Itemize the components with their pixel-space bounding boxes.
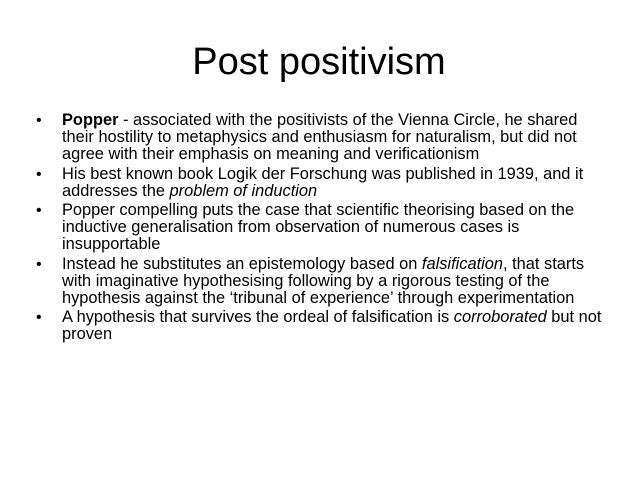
bullet-icon: • <box>36 309 42 327</box>
bullet-item-corroborated <box>38 309 610 343</box>
bullet-item-book <box>38 166 610 200</box>
bullet-icon: • <box>36 165 42 183</box>
bullet-text: but not proven <box>62 308 602 344</box>
bullet-text-italic: falsification <box>421 254 504 273</box>
bullet-text: , that starts with imaginative hypothesising following by a rigorous testing of the hypothesis against the ‘tribunal of experience’ through experimentation <box>62 254 585 308</box>
bullet-text-italic: problem of induction <box>169 181 318 200</box>
bullet-text: A hypothesis that survives the ordeal of falsification is <box>62 308 454 327</box>
bullet-text-italic: corroborated <box>453 308 547 327</box>
bullet-list <box>38 112 610 346</box>
bullet-item-falsification <box>38 256 610 308</box>
bullet-text: - associated with the positivists of the Vienna Circle, he shared their hostility to metaphysics and enthusiasm for naturalism, but did not agree with their emphasis on meaning and verificationism <box>62 111 578 164</box>
bullet-item-popper <box>38 112 610 164</box>
slide-title: Post positivism <box>192 41 446 83</box>
bullet-text-bold: Popper <box>62 111 119 129</box>
bullet-text: Instead he substitutes an epistemology based on <box>62 254 422 273</box>
bullet-icon: • <box>36 202 42 220</box>
bullet-icon: • <box>36 112 42 129</box>
bullet-item-induction <box>38 202 610 254</box>
bullet-text: Popper compelling puts the case that scientific theorising based on the inductive generalisation from observation of numerous cases is insupportable <box>62 201 575 254</box>
bullet-icon: • <box>36 255 42 273</box>
bullet-text: His best known book Logik der Forschung was published in 1939, and it addresses the <box>62 164 584 200</box>
